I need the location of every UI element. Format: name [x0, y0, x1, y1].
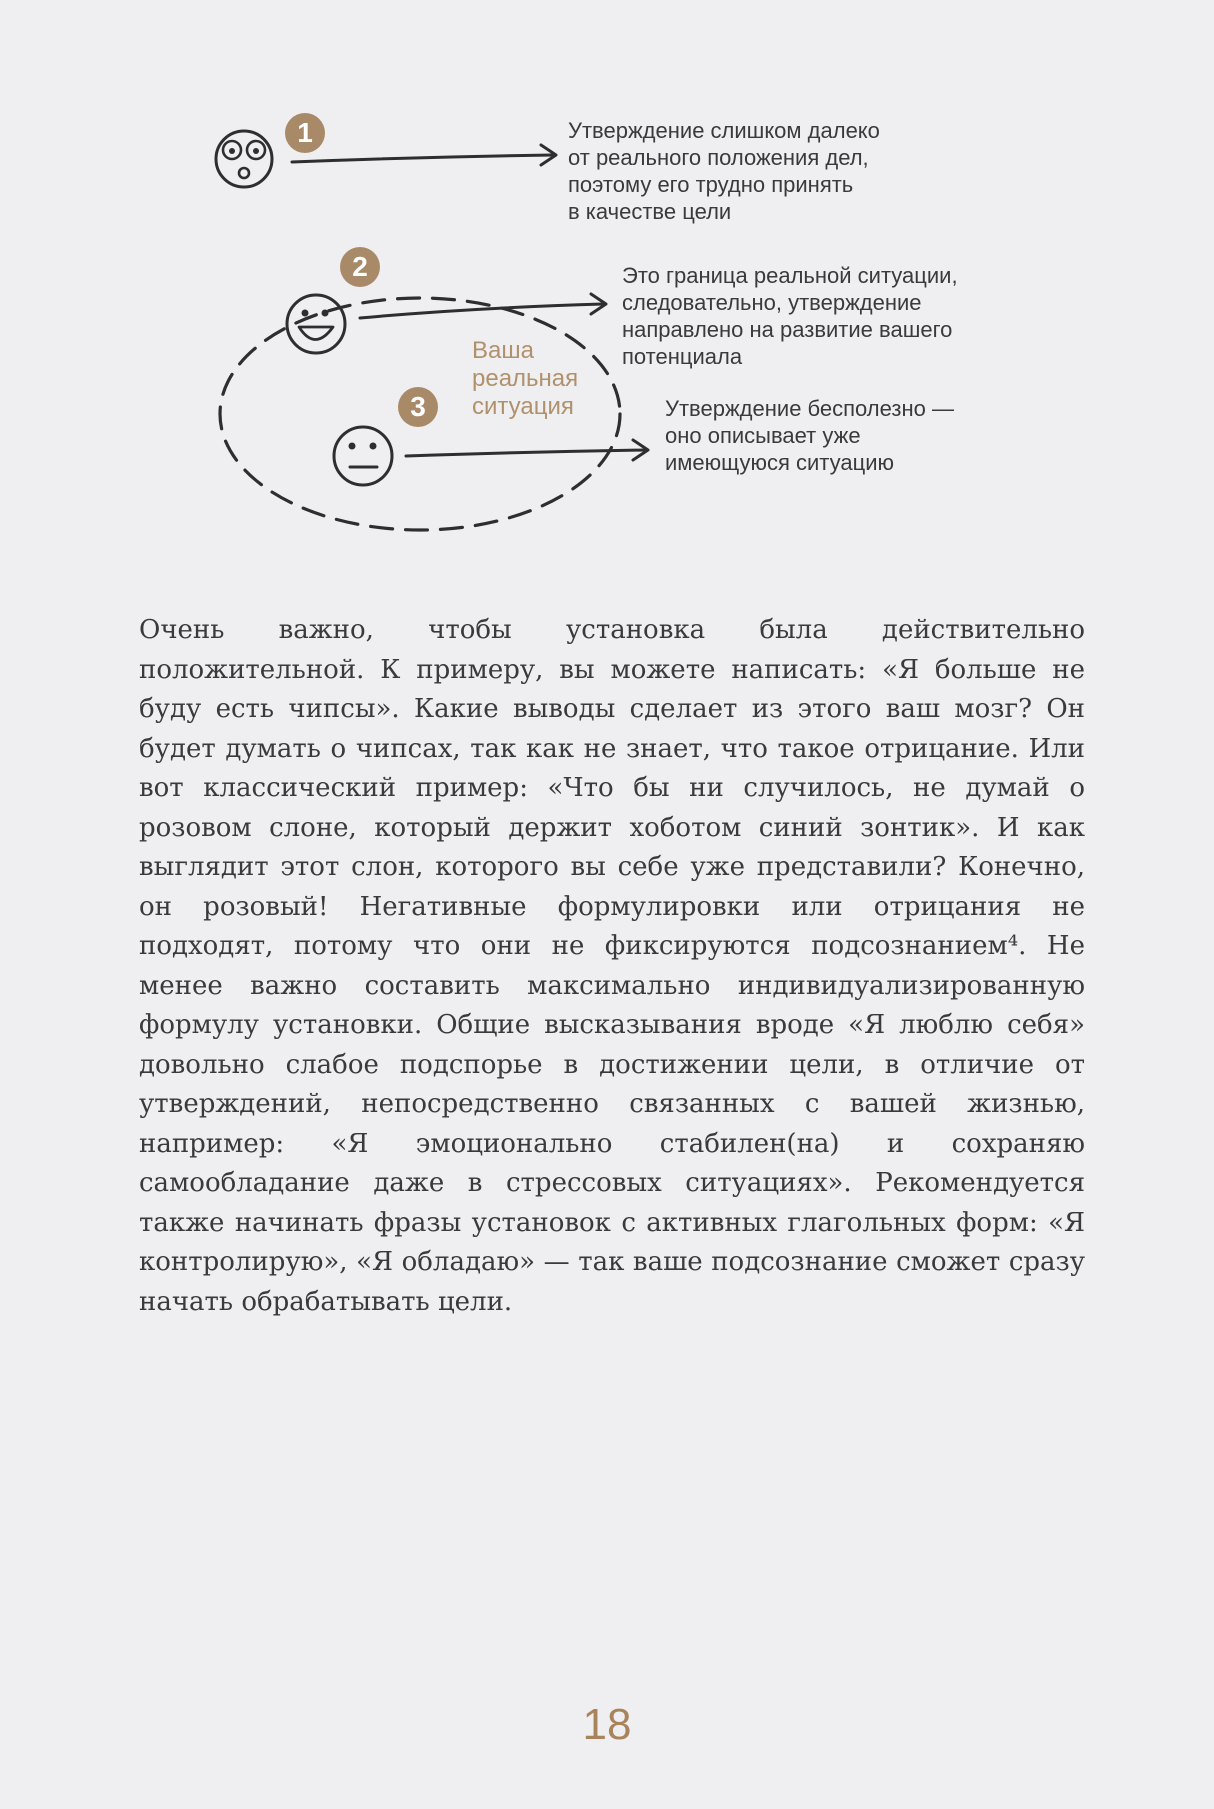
note-3: Утверждение бесполезно — оно описывает уже имеющуюся ситуацию: [665, 396, 954, 475]
body-paragraph: Очень важно, чтобы установка была действительно положительной. К примеру, вы можете написать: «Я больше не буду есть чипсы». Какие выводы сделает из этого ваш мозг? Он будет думать о чипсах, так как не знает, что такое отрицание. Или вот классический пример: «Что бы ни случилось, не думай о розовом слоне, который держит хоботом синий зонтик». И как выглядит этот слон, которого вы себе уже представили? Конечно, он розовый! Негативные формулировки или отрицания не подходят, потому что они не фиксируются подсознанием⁴. Не менее важно составить максимально индивидуализированную формулу установки. Общие высказывания вроде «Я люблю себя» довольно слабое подспорье в достижении цели, в отличие от утверждений, непосредственно связанных с вашей жизнью, например: «Я эмоционально стабилен(на) и сохраняю самообладание даже в стрессовых ситуациях». Рекомендуется также начинать фразы установок с активных глагольных форм: «Я контролирую», «Я обладаю» — так ваше подсознание сможет сразу начать обрабатывать цели.: [139, 615, 1085, 1317]
note-1: Утверждение слишком далеко от реального положения дел, поэтому его трудно принять в качестве цели: [568, 118, 880, 224]
arrow-3-icon: [406, 440, 648, 460]
real-situation-label: Ваша реальная ситуация: [472, 337, 579, 420]
badge-1: 1: [285, 113, 325, 153]
badge-2: 2: [340, 247, 380, 287]
affirmation-diagram: [0, 0, 1214, 560]
badge-3: 3: [398, 387, 438, 427]
surprised-face-icon: [216, 131, 272, 187]
page-number: 18: [582, 1700, 632, 1749]
note-2: Это граница реальной ситуации, следовательно, утверждение направлено на развитие вашего потенциала: [622, 263, 958, 369]
arrow-1-icon: [292, 145, 556, 165]
main-text: [139, 611, 1085, 1322]
diagram-drawing: [0, 0, 1214, 560]
neutral-face-icon: [334, 427, 392, 485]
